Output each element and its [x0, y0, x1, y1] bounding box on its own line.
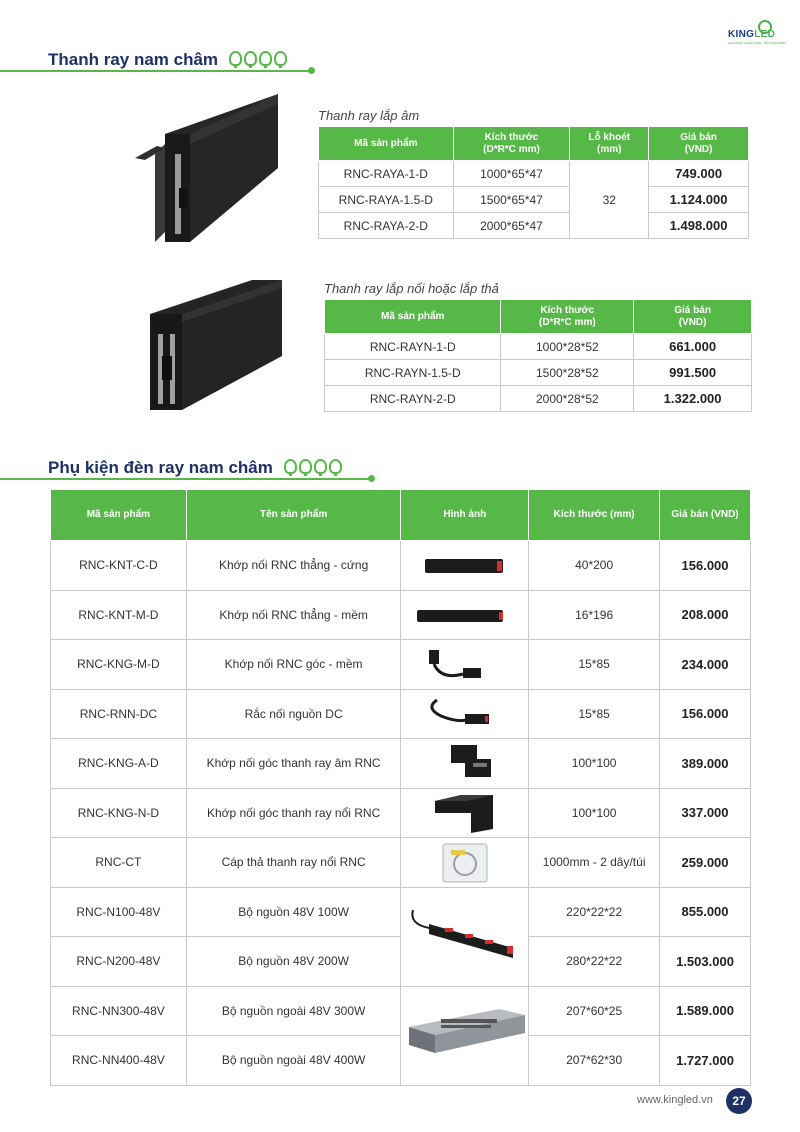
- recessed-corner-joint-image: [401, 739, 529, 788]
- product-code: RNC-N100-48V: [51, 887, 187, 937]
- product-image: [401, 590, 529, 640]
- recessed-track-table: [318, 126, 749, 239]
- product-price: 1.322.000: [634, 386, 752, 412]
- product-code: RNC-KNG-A-D: [51, 739, 187, 789]
- table3-header-size: Kích thước (mm): [529, 490, 660, 541]
- hole-size: 32: [570, 161, 649, 239]
- product-code: RNC-RAYA-1.5-D: [319, 187, 454, 213]
- page-number: 27: [726, 1088, 752, 1114]
- product-size: 15*85: [529, 689, 660, 739]
- bulb-icon: [329, 459, 342, 474]
- product-price: 661.000: [634, 334, 752, 360]
- table3-header-code: Mã sản phẩm: [51, 490, 187, 541]
- product-name: Bộ nguồn 48V 200W: [186, 937, 401, 987]
- product-size: 207*62*30: [529, 1036, 660, 1086]
- table-row: [51, 640, 751, 690]
- product-name: Khớp nối RNC thẳng - mềm: [186, 590, 401, 640]
- product-image: [401, 838, 529, 888]
- product-price: 259.000: [660, 838, 751, 888]
- product-size: 1500*28*52: [501, 360, 634, 386]
- product-price: 156.000: [660, 689, 751, 739]
- footer-website[interactable]: www.kingled.vn: [637, 1094, 713, 1106]
- product-price: 1.498.000: [649, 213, 749, 239]
- product-code: RNC-RAYN-1-D: [325, 334, 501, 360]
- product-price: 749.000: [649, 161, 749, 187]
- table1-header-hole: Lỗ khoét (mm): [570, 127, 649, 161]
- dc-power-plug-image: [401, 690, 529, 739]
- table-row: [325, 334, 752, 360]
- section-rule: [0, 70, 312, 72]
- product-price: 389.000: [660, 739, 751, 789]
- product-size: 1000*28*52: [501, 334, 634, 360]
- product-name: Khớp nối góc thanh ray âm RNC: [186, 739, 401, 789]
- section-title-text: Thanh ray nam châm: [48, 50, 219, 69]
- table-row: [51, 838, 751, 888]
- product-price: 1.503.000: [660, 937, 751, 987]
- bulb-icon: [259, 51, 272, 66]
- table2-caption: Thanh ray lắp nổi hoặc lắp thả: [324, 281, 499, 296]
- product-name: Khớp nối RNC góc - mềm: [186, 640, 401, 690]
- product-image: [401, 788, 529, 838]
- product-code: RNC-KNT-M-D: [51, 590, 187, 640]
- product-code: RNC-RNN-DC: [51, 689, 187, 739]
- bulb-rating-icons: [229, 51, 289, 71]
- table2-header-code: Mã sản phẩm: [325, 300, 501, 334]
- product-name: Khớp nối góc thanh ray nổi RNC: [186, 788, 401, 838]
- table-row: [51, 739, 751, 789]
- product-size: 15*85: [529, 640, 660, 690]
- table3-header-name: Tên sản phẩm: [186, 490, 401, 541]
- product-price: 1.727.000: [660, 1036, 751, 1086]
- product-image: [401, 887, 529, 986]
- logo-tagline: GIẢI PHÁP CHIẾU SÁNG TIẾT KIỆM ĐIỆN: [728, 41, 786, 45]
- product-size: 220*22*22: [529, 887, 660, 937]
- product-code: RNC-KNT-C-D: [51, 541, 187, 591]
- bulb-icon: [274, 51, 287, 66]
- table-row: [51, 590, 751, 640]
- product-code: RNC-RAYA-2-D: [319, 213, 454, 239]
- table-row: [51, 541, 751, 591]
- product-size: 280*22*22: [529, 937, 660, 987]
- section-rule-dot: [308, 67, 315, 74]
- product-code: RNC-KNG-N-D: [51, 788, 187, 838]
- table3-header-price: Giá bán (VND): [660, 490, 751, 541]
- product-size: 16*196: [529, 590, 660, 640]
- product-image: [401, 541, 529, 591]
- table1-header-code: Mã sản phẩm: [319, 127, 454, 161]
- table2-header-size: Kích thước (D*R*C mm): [501, 300, 634, 334]
- corner-flex-connector-image: [401, 640, 529, 689]
- product-image: [401, 739, 529, 789]
- product-price: 855.000: [660, 887, 751, 937]
- kingled-logo: [728, 20, 786, 46]
- bulb-icon: [284, 459, 297, 474]
- table-row: [51, 689, 751, 739]
- external-power-supply-image: [401, 987, 529, 1086]
- suspension-cable-bag-image: [401, 838, 529, 887]
- product-name: Bộ nguồn ngoài 48V 300W: [186, 986, 401, 1036]
- product-size: 1000mm - 2 dây/túi: [529, 838, 660, 888]
- product-image: [401, 640, 529, 690]
- table-row: [51, 788, 751, 838]
- flexible-connector-image: [417, 610, 503, 622]
- track-driver-image: [401, 888, 529, 987]
- product-price: 1.124.000: [649, 187, 749, 213]
- product-size: 207*60*25: [529, 986, 660, 1036]
- table2-header-price: Giá bán (VND): [634, 300, 752, 334]
- product-price: 337.000: [660, 788, 751, 838]
- product-name: Bộ nguồn 48V 100W: [186, 887, 401, 937]
- product-size: 2000*65*47: [453, 213, 570, 239]
- surface-track-image: [148, 276, 284, 412]
- product-code: RNC-CT: [51, 838, 187, 888]
- product-image: [401, 689, 529, 739]
- recessed-track-image: [135, 92, 283, 244]
- product-price: 156.000: [660, 541, 751, 591]
- bulb-rating-icons: [284, 459, 344, 479]
- table-row: [51, 986, 751, 1036]
- bulb-icon: [244, 51, 257, 66]
- product-name: Cáp thả thanh ray nổi RNC: [186, 838, 401, 888]
- product-price: 234.000: [660, 640, 751, 690]
- product-size: 1500*65*47: [453, 187, 570, 213]
- surface-track-table: [324, 299, 752, 412]
- product-code: RNC-RAYA-1-D: [319, 161, 454, 187]
- straight-connector-image: [425, 559, 503, 573]
- table-row: [325, 386, 752, 412]
- product-price: 991.500: [634, 360, 752, 386]
- table-row: [319, 213, 749, 239]
- product-price: 208.000: [660, 590, 751, 640]
- logo-text: KINGLED: [728, 29, 776, 40]
- product-code: RNC-KNG-M-D: [51, 640, 187, 690]
- table3-header-image: Hình ảnh: [401, 490, 529, 541]
- accessories-table: [50, 489, 751, 1086]
- product-size: 100*100: [529, 788, 660, 838]
- product-name: Bộ nguồn ngoài 48V 400W: [186, 1036, 401, 1086]
- bulb-icon: [314, 459, 327, 474]
- section-title-tracks: [48, 50, 289, 71]
- product-code: RNC-NN300-48V: [51, 986, 187, 1036]
- product-price: 1.589.000: [660, 986, 751, 1036]
- product-name: Rắc nối nguồn DC: [186, 689, 401, 739]
- table-row: [325, 360, 752, 386]
- table-row: [319, 187, 749, 213]
- section-rule-dot: [368, 475, 375, 482]
- table1-header-price: Giá bán (VND): [649, 127, 749, 161]
- product-name: Khớp nối RNC thẳng - cứng: [186, 541, 401, 591]
- surface-corner-joint-image: [401, 789, 529, 838]
- product-size: 100*100: [529, 739, 660, 789]
- product-code: RNC-NN400-48V: [51, 1036, 187, 1086]
- table-row: [319, 161, 749, 187]
- product-size: 2000*28*52: [501, 386, 634, 412]
- product-code: RNC-N200-48V: [51, 937, 187, 987]
- table-row: [51, 887, 751, 937]
- table1-caption: Thanh ray lắp âm: [318, 108, 420, 123]
- product-code: RNC-RAYN-1.5-D: [325, 360, 501, 386]
- product-size: 1000*65*47: [453, 161, 570, 187]
- product-size: 40*200: [529, 541, 660, 591]
- product-image: [401, 986, 529, 1085]
- product-code: RNC-RAYN-2-D: [325, 386, 501, 412]
- table1-header-size: Kích thước (D*R*C mm): [453, 127, 570, 161]
- section-title-accessories: [48, 458, 344, 479]
- section-rule: [0, 478, 372, 480]
- bulb-icon: [299, 459, 312, 474]
- section-title-text: Phụ kiện đèn ray nam châm: [48, 458, 273, 477]
- bulb-icon: [229, 51, 242, 66]
